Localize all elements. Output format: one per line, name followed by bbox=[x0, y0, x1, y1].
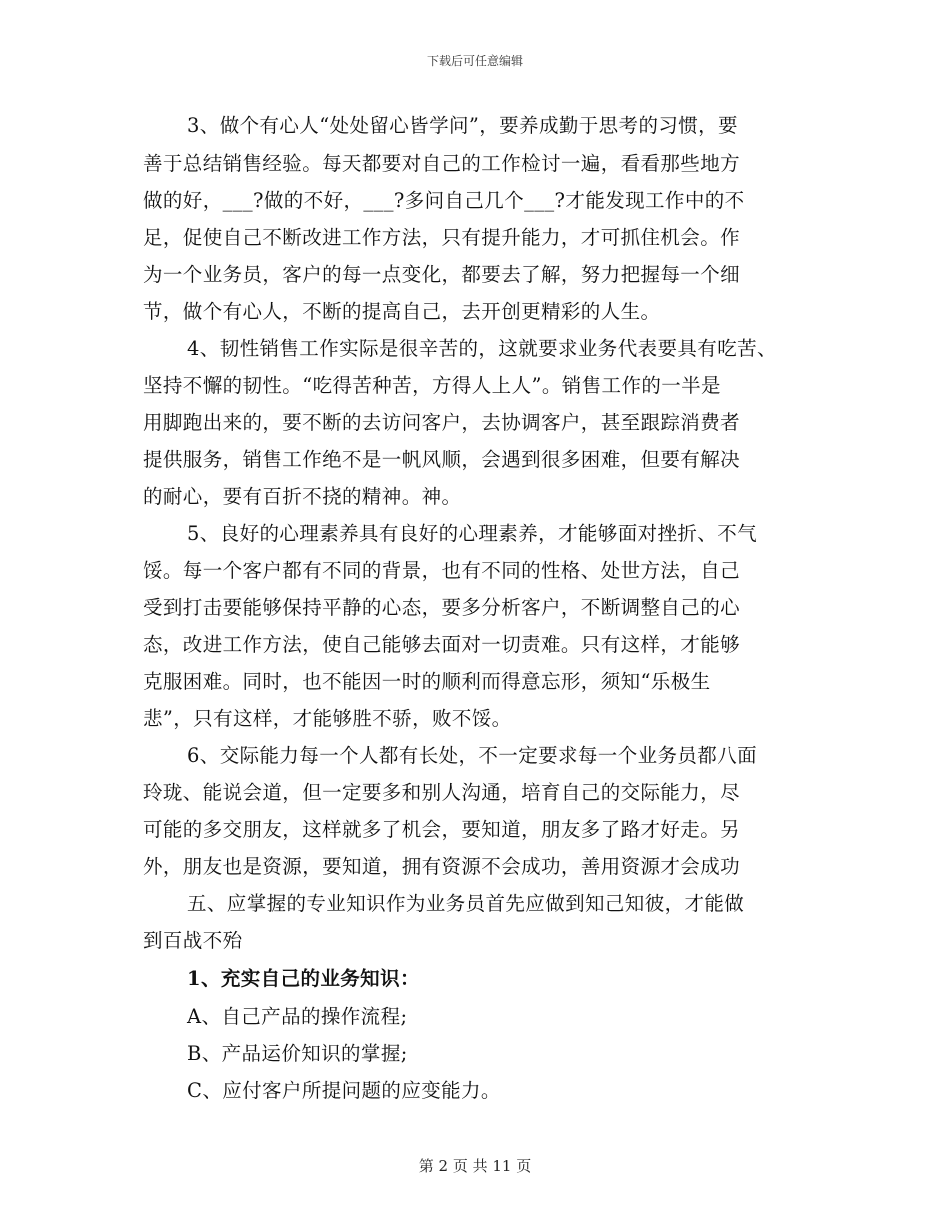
paragraph-6-line-4: 外，朋友也是资源，要知道，拥有资源不会成功，善用资源才会成功 bbox=[143, 855, 741, 878]
paragraph-3-line-1: 3、做个有心人“处处留心皆学问”，要养成勤于思考的习惯，要 bbox=[187, 114, 738, 137]
paragraph-4-line-3: 用脚跑出来的，要不断的去访问客户，去协调客户，甚至跟踪消费者 bbox=[143, 411, 741, 434]
paragraph-3-line-2: 善于总结销售经验。每天都要对自己的工作检讨一遍，看看那些地方 bbox=[143, 152, 741, 175]
subsection-heading: 1、充实自己的业务知识： bbox=[187, 967, 420, 990]
paragraph-5-line-3: 受到打击要能够保持平静的心态，要多分析客户，不断调整自己的心 bbox=[143, 596, 741, 619]
paragraph-4-line-1: 4、韧性销售工作实际是很辛苦的，这就要求业务代表要具有吃苦、 bbox=[187, 337, 777, 360]
paragraph-4-line-5: 的耐心，要有百折不挠的精神。神。 bbox=[143, 485, 462, 508]
paragraph-4-line-4: 提供服务，销售工作绝不是一帆风顺，会遇到很多困难，但要有解决 bbox=[143, 448, 741, 471]
paragraph-3-line-5: 为一个业务员，客户的每一点变化，都要去了解，努力把握每一个细 bbox=[143, 263, 741, 286]
paragraph-6-line-1: 6、交际能力每一个人都有长处，不一定要求每一个业务员都八面 bbox=[187, 744, 758, 767]
paragraph-3-line-4: 足，促使自己不断改进工作方法，只有提升能力，才可抓住机会。作 bbox=[143, 226, 741, 249]
paragraph-6-line-3: 可能的多交朋友，这样就多了机会，要知道，朋友多了路才好走。另 bbox=[143, 818, 741, 841]
section-five-line-1: 五、应掌握的专业知识作为业务员首先应做到知己知彼，才能做 bbox=[187, 892, 745, 915]
paragraph-4-line-2: 坚持不懈的韧性。“吃得苦种苦，方得人上人”。销售工作的一半是 bbox=[143, 374, 721, 397]
paragraph-6-line-2: 玲珑、能说会道，但一定要多和别人沟通，培育自己的交际能力，尽 bbox=[143, 781, 741, 804]
paragraph-5-line-6: 悲”，只有这样，才能够胜不骄，败不馁。 bbox=[143, 707, 512, 730]
paragraph-3-line-3: 做的好，___?做的不好，___?多问自己几个___?才能发现工作中的不 bbox=[143, 189, 745, 212]
section-five-line-2: 到百战不殆 bbox=[143, 929, 243, 952]
paragraph-5-line-2: 馁。每一个客户都有不同的背景，也有不同的性格、处世方法，自己 bbox=[143, 559, 741, 582]
list-item-a: A、自己产品的操作流程; bbox=[187, 1005, 408, 1028]
paragraph-5-line-5: 克服困难。同时，也不能因一时的顺利而得意忘形，须知“乐极生 bbox=[143, 670, 711, 693]
paragraph-5-line-1: 5、良好的心理素养具有良好的心理素养，才能够面对挫折、不气 bbox=[187, 522, 758, 545]
paragraph-3-line-6: 节，做个有心人，不断的提高自己，去开创更精彩的人生。 bbox=[143, 300, 661, 323]
list-item-c: C、应付客户所提问题的应变能力。 bbox=[187, 1079, 501, 1102]
page-header: 下载后可任意编辑 bbox=[426, 54, 523, 68]
paragraph-5-line-4: 态，改进工作方法，使自己能够去面对一切责难。只有这样，才能够 bbox=[143, 633, 741, 656]
page-footer: 第 2 页 共 11 页 bbox=[418, 1157, 532, 1175]
list-item-b: B、产品运价知识的掌握; bbox=[187, 1042, 408, 1065]
